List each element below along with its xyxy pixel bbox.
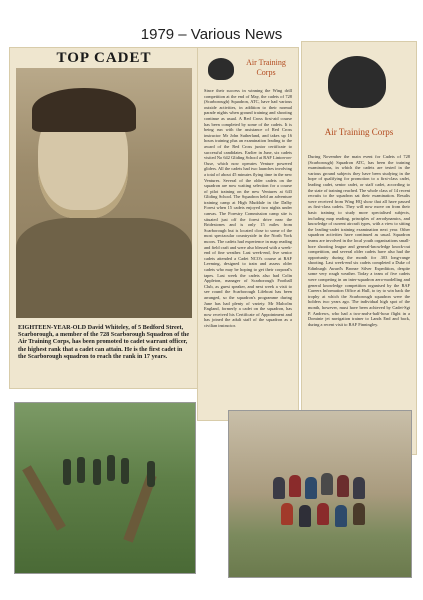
photo-cadets-group: [228, 410, 412, 578]
photo-outdoor-group: [14, 402, 196, 574]
squadron-crest-icon: [328, 56, 386, 108]
clipping-headline: Air Training Corps: [246, 58, 286, 77]
clipping-air-training-corps-1: [198, 48, 298, 420]
cadet-portrait-photo: [16, 68, 192, 318]
clipping-body: Since their success in winning the Wing drill competition at the end of May, the cadets of 728 (Scarborough) Squadron, ATC, have had various outside activities, in addition to their normal parade nights when ground training and shooting continue as usual. A Red Cross first-aid course has been completed by some of the cadets. It is being run with the assistance of Red Cross instructor Mr John Sutherland, and takes up 16 hours training plus an examination leading to the award of the Red Cross junior certificate to successful candidates. Earlier in June, six cadets visited No 642 Gliding School at RAF Linton-on-Ouse, which now operates Venture powered gliders. All the cadets had two launches involving a total of about 45 minutes flying time in the new Ventures. Several of the older cadets on the squadron are now waiting selection for a course of pilot training on the new Ventures at 643 Gliding School. The Squadron held an adventure training camp at High Muddale in the Dalby Forest when 15 cadets enjoyed two nights under canvas. The Forestry Commission camp site is situated just off the forest drive near the Bridestones and is only 15 miles from Scarborough but is located close to some of the most spectacular countryside in the North York moors. The cadets had experience in map reading and field craft and were also blessed with a week-end of fine weather. Last week-end, five senior cadets attended a Cadet NCO's course at RAF Leeming, designed to train and assess older cadets who may be hoping to get their corporal's tapes. Last week the cadets also had Colin Appleton, manager of Scarborough Football Club, as guest speaker, and next week a visit to see round the Scarborough Lifeboat has been arranged, so the squadron's programme during June has had plenty of variety. Mr Malcolm England, formerly a cadet on the squadron, has now received his Certificate of Appointment and has joined the adult staff of the squadron as a civilian instructor.: [204, 88, 292, 328]
clipping-headline: TOP CADET: [56, 50, 152, 66]
clipping-top-cadet: [10, 48, 198, 388]
squadron-badge-icon: [208, 58, 234, 80]
photo-caption: EIGHTEEN-YEAR-OLD David Whiteley, of 5 Bedford Street, Scarborough, a member of the 728 Scarborough Squadron of the Air Training Corps, has been promoted to cadet warrant officer, the highest rank that a cadet can attain. He is the first cadet in the Scarborough squadron to reach the rank in 17 years.: [18, 324, 190, 360]
clipping-body: During November the main event for Cadets of 728 (Scarborough) Squadron ATC, has been the training examinations, in which the cadets are tested in the various ground subjects they have been studying in the hope of qualifying for promotion to a first-class cadet, leading cadet, senior cadet, or staff cadet, according to the state of training reached. The whole class of 14 recent recruits to the squadron sat their examination. Results were received from Wing HQ show that all have passed as first-class cadets. They will now move on from their basic training to study more specialised subjects, including map reading, principles of aerodynamics, and knowledge of current aircraft types, with a view to sitting the leading-cadet training examination next year. Other squadron activities have continued as usual. Squadron teams are involved in the local youth organisations small-bore shooting league and general-knowledge knock-out competition, and several older cadets have also had the opportunity during the month for .303 long-range shooting. Last week-end six cadets completed a Duke of Edinburgh Award's Bronze Silver Expedition, despite some very rough weather. Today a team of five cadets were competing in an inter-squadron aero-modelling and general knowledge competition organised by the RAF Careers Information Office at Hull, to try to win back the trophy at which the Scarborough squadron were the holders two years ago. The individual high spot of the month, however, must have been achieved by Cadet-Sgt P. Andrews, who had a two-and-a-half-hour flight in a Dominie jet navigation trainer to Lands End and back, during a recent visit to RAF Finningley.: [308, 154, 410, 327]
clipping-headline: Air Training Corps: [324, 127, 394, 137]
page-title: 1979 – Various News: [140, 26, 283, 43]
clipping-air-training-corps-2: [302, 42, 416, 454]
